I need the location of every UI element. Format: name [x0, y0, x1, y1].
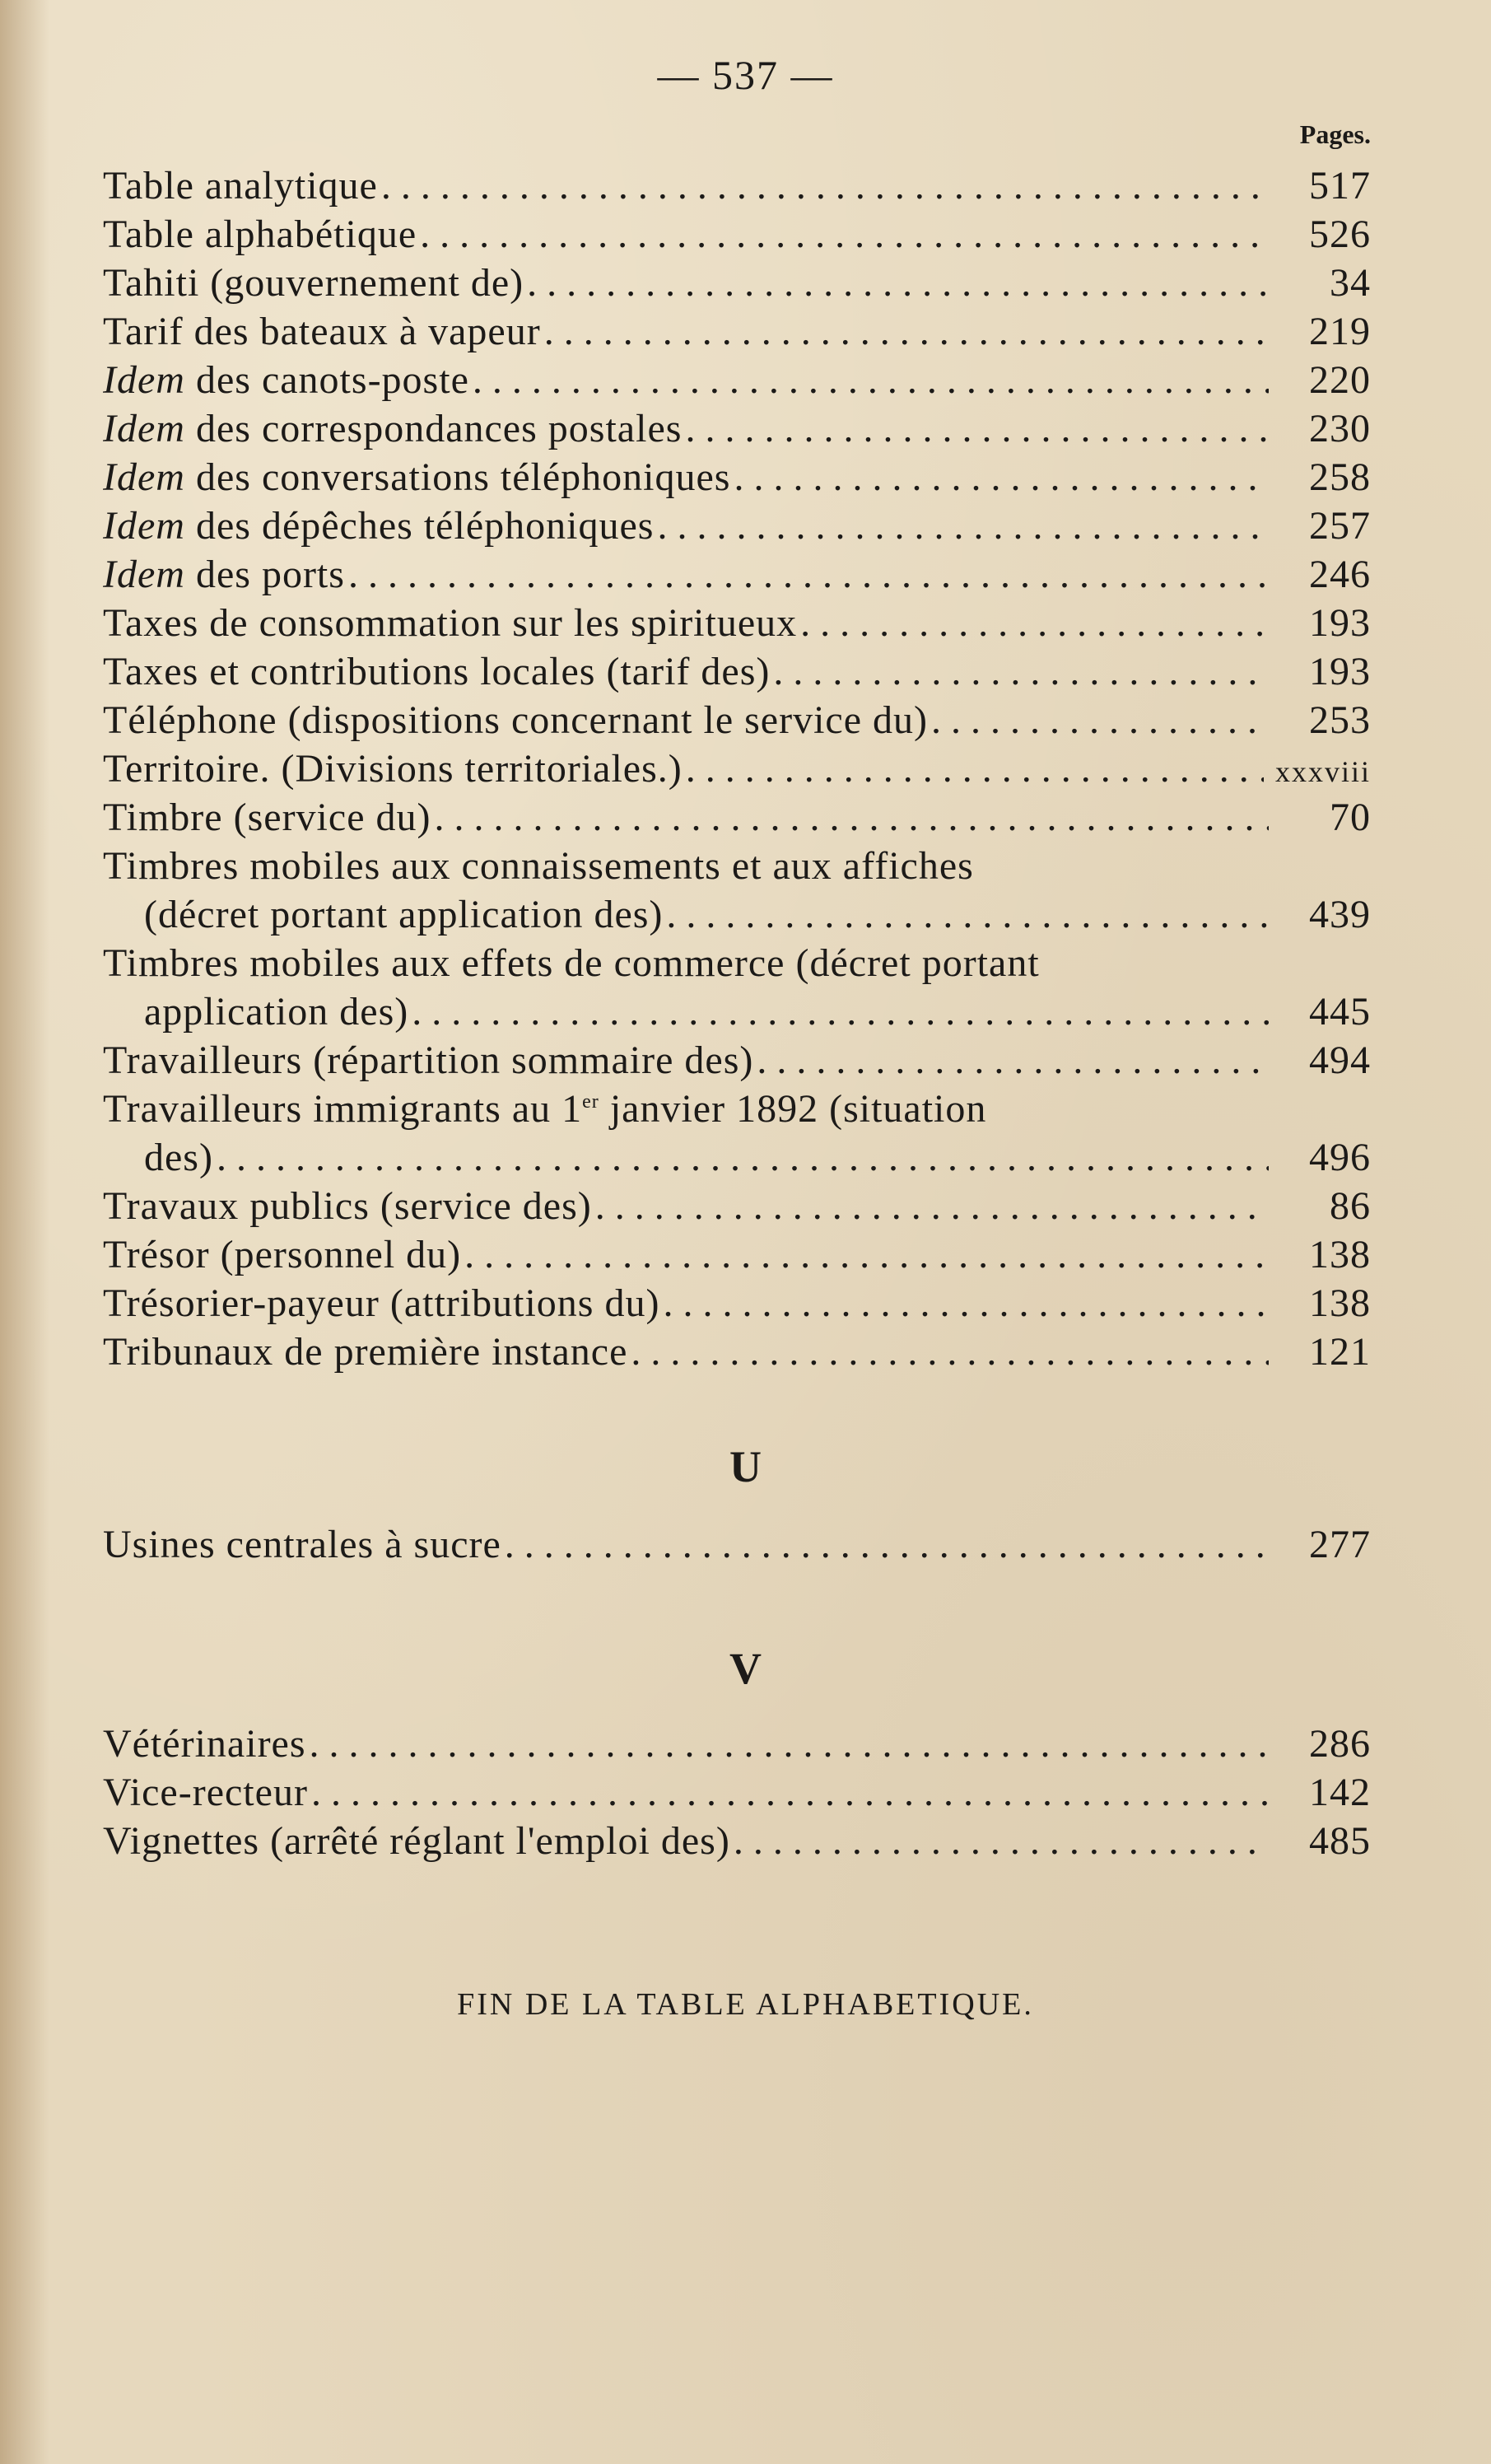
entry-text: Vétérinaires — [103, 1722, 306, 1766]
entry-page: 142 — [1309, 1771, 1371, 1814]
entry-page: 485 — [1309, 1819, 1371, 1863]
index-entry — [103, 1085, 1371, 1182]
index-entry — [103, 1328, 1371, 1376]
index-entry — [103, 599, 1371, 647]
entry-text-part: Travailleurs immigrants au 1 — [103, 1087, 583, 1131]
dot-leader — [311, 1768, 1269, 1817]
index-entry — [103, 161, 1371, 210]
dot-leader — [505, 1520, 1269, 1569]
entry-text: (décret portant application des) — [144, 893, 664, 936]
entry-text-rest: des dépêches téléphoniques — [184, 504, 655, 548]
entry-page: 34 — [1330, 261, 1371, 305]
entry-text: des) — [144, 1136, 213, 1179]
entry-text-rest: des correspondances postales — [184, 407, 683, 450]
dot-leader — [734, 1817, 1269, 1865]
dot-leader — [657, 502, 1269, 550]
dot-leader — [931, 696, 1269, 744]
entry-page: 258 — [1309, 455, 1371, 499]
entry-text: Taxes et contributions locales (tarif des) — [103, 650, 771, 693]
entry-text — [103, 356, 469, 404]
entry-page: 494 — [1309, 1038, 1371, 1082]
entry-page: 445 — [1309, 990, 1371, 1034]
entry-page: xxxviii — [1274, 755, 1371, 788]
dot-leader — [757, 1036, 1269, 1085]
index-entry — [103, 939, 1371, 1036]
entry-text: application des) — [144, 990, 409, 1034]
entry-text: Trésorier-payeur (attributions du) — [103, 1281, 660, 1325]
entry-text — [103, 453, 730, 502]
entry-text: Vignettes (arrêté réglant l'emploi des) — [103, 1819, 730, 1863]
entry-page: 138 — [1309, 1281, 1371, 1325]
index-list-t — [103, 161, 1371, 1376]
dot-leader — [800, 599, 1269, 647]
entry-page: 246 — [1309, 553, 1371, 596]
index-entry — [103, 502, 1371, 550]
idem-label: Idem — [103, 553, 185, 596]
entry-text: Tahiti (gouvernement de) — [103, 261, 524, 305]
dot-leader — [666, 890, 1269, 939]
index-entry — [103, 356, 1371, 404]
index-entry — [103, 307, 1371, 356]
entry-page: 86 — [1330, 1184, 1371, 1228]
dot-leader — [734, 453, 1269, 502]
entry-page: 277 — [1309, 1523, 1371, 1566]
dot-leader — [381, 161, 1269, 210]
entry-page: 526 — [1309, 212, 1371, 256]
entry-page: 70 — [1330, 796, 1371, 839]
section-letter-v: V — [729, 1644, 762, 1693]
entry-text: Table analytique — [103, 164, 378, 208]
entry-text: Usines centrales à sucre — [103, 1523, 501, 1566]
entry-page: 517 — [1309, 164, 1371, 208]
dot-leader — [527, 259, 1269, 307]
entry-page: 193 — [1309, 650, 1371, 693]
index-entry — [103, 1182, 1371, 1230]
binding-edge — [0, 0, 49, 2464]
dot-leader — [631, 1328, 1269, 1376]
index-entry — [103, 1817, 1371, 1865]
entry-page: 138 — [1309, 1233, 1371, 1276]
dot-leader — [310, 1720, 1269, 1768]
entry-text-rest: des conversations téléphoniques — [184, 455, 731, 499]
entry-text: Téléphone (dispositions concernant le service du) — [103, 698, 929, 742]
entry-text-part: janvier 1892 (situation — [599, 1087, 987, 1131]
dot-leader — [544, 307, 1269, 356]
entry-page: 257 — [1309, 504, 1371, 548]
entry-text: Travailleurs (répartition sommaire des) — [103, 1038, 754, 1082]
dot-leader — [663, 1279, 1269, 1328]
dot-leader — [217, 1133, 1269, 1182]
entry-text: Taxes de consommation sur les spiritueux — [103, 601, 798, 645]
idem-label: Idem — [103, 358, 185, 402]
dot-leader — [420, 210, 1269, 259]
entry-text-line1: Timbres mobiles aux effets de commerce (décret portant — [103, 941, 1040, 985]
entry-text: Territoire. (Divisions territoriales.) — [103, 747, 683, 791]
index-entry — [103, 1230, 1371, 1279]
index-entry — [103, 1279, 1371, 1328]
entry-page: 219 — [1309, 310, 1371, 353]
index-entry — [103, 1720, 1371, 1768]
entry-page: 230 — [1309, 407, 1371, 450]
index-entry — [103, 453, 1371, 502]
index-entry — [103, 744, 1371, 793]
entry-text: Table alphabétique — [103, 212, 417, 256]
index-entry — [103, 1520, 1371, 1569]
entry-text: Tribunaux de première instance — [103, 1330, 628, 1374]
entry-text: Travaux publics (service des) — [103, 1184, 592, 1228]
entry-text-line1: Timbres mobiles aux connaissements et aux affiches — [103, 844, 974, 888]
dot-leader — [464, 1230, 1269, 1279]
index-entry — [103, 842, 1371, 939]
dot-leader — [686, 744, 1264, 793]
index-entry — [103, 1768, 1371, 1817]
entry-text — [103, 404, 682, 453]
entry-text: Timbre (service du) — [103, 796, 431, 839]
page-number: — 537 — — [657, 52, 834, 98]
index-entry — [103, 210, 1371, 259]
entry-text-rest: des canots-poste — [184, 358, 469, 402]
dot-leader — [348, 550, 1269, 599]
idem-label: Idem — [103, 504, 185, 548]
index-entry — [103, 1036, 1371, 1085]
entry-text-rest: des ports — [184, 553, 345, 596]
index-entry — [103, 550, 1371, 599]
index-entry — [103, 793, 1371, 842]
index-entry — [103, 696, 1371, 744]
pages-column-header: Pages. — [1299, 119, 1371, 149]
dot-leader — [595, 1182, 1269, 1230]
section-letter-u: U — [729, 1442, 762, 1491]
index-list-v — [103, 1720, 1371, 1865]
entry-text: Vice-recteur — [103, 1771, 308, 1814]
index-entry — [103, 647, 1371, 696]
dot-leader — [434, 793, 1269, 842]
entry-page: 193 — [1309, 601, 1371, 645]
entry-page: 286 — [1309, 1722, 1371, 1766]
index-list-u — [103, 1520, 1371, 1569]
entry-page: 220 — [1309, 358, 1371, 402]
end-of-table-note: FIN DE LA TABLE ALPHABETIQUE. — [457, 1987, 1034, 2022]
entry-text-line1 — [103, 1085, 986, 1133]
dot-leader — [473, 356, 1269, 404]
idem-label: Idem — [103, 407, 185, 450]
index-entry — [103, 404, 1371, 453]
entry-text: Tarif des bateaux à vapeur — [103, 310, 541, 353]
entry-page: 121 — [1309, 1330, 1371, 1374]
entry-text — [103, 550, 345, 599]
dot-leader — [773, 647, 1269, 696]
entry-text: Trésor (personnel du) — [103, 1233, 462, 1276]
superscript: er — [582, 1091, 599, 1113]
dot-leader — [412, 987, 1269, 1036]
idem-label: Idem — [103, 455, 185, 499]
entry-page: 253 — [1309, 698, 1371, 742]
entry-page: 439 — [1309, 893, 1371, 936]
entry-text — [103, 502, 654, 550]
index-entry — [103, 259, 1371, 307]
entry-page: 496 — [1309, 1136, 1371, 1179]
dot-leader — [685, 404, 1269, 453]
